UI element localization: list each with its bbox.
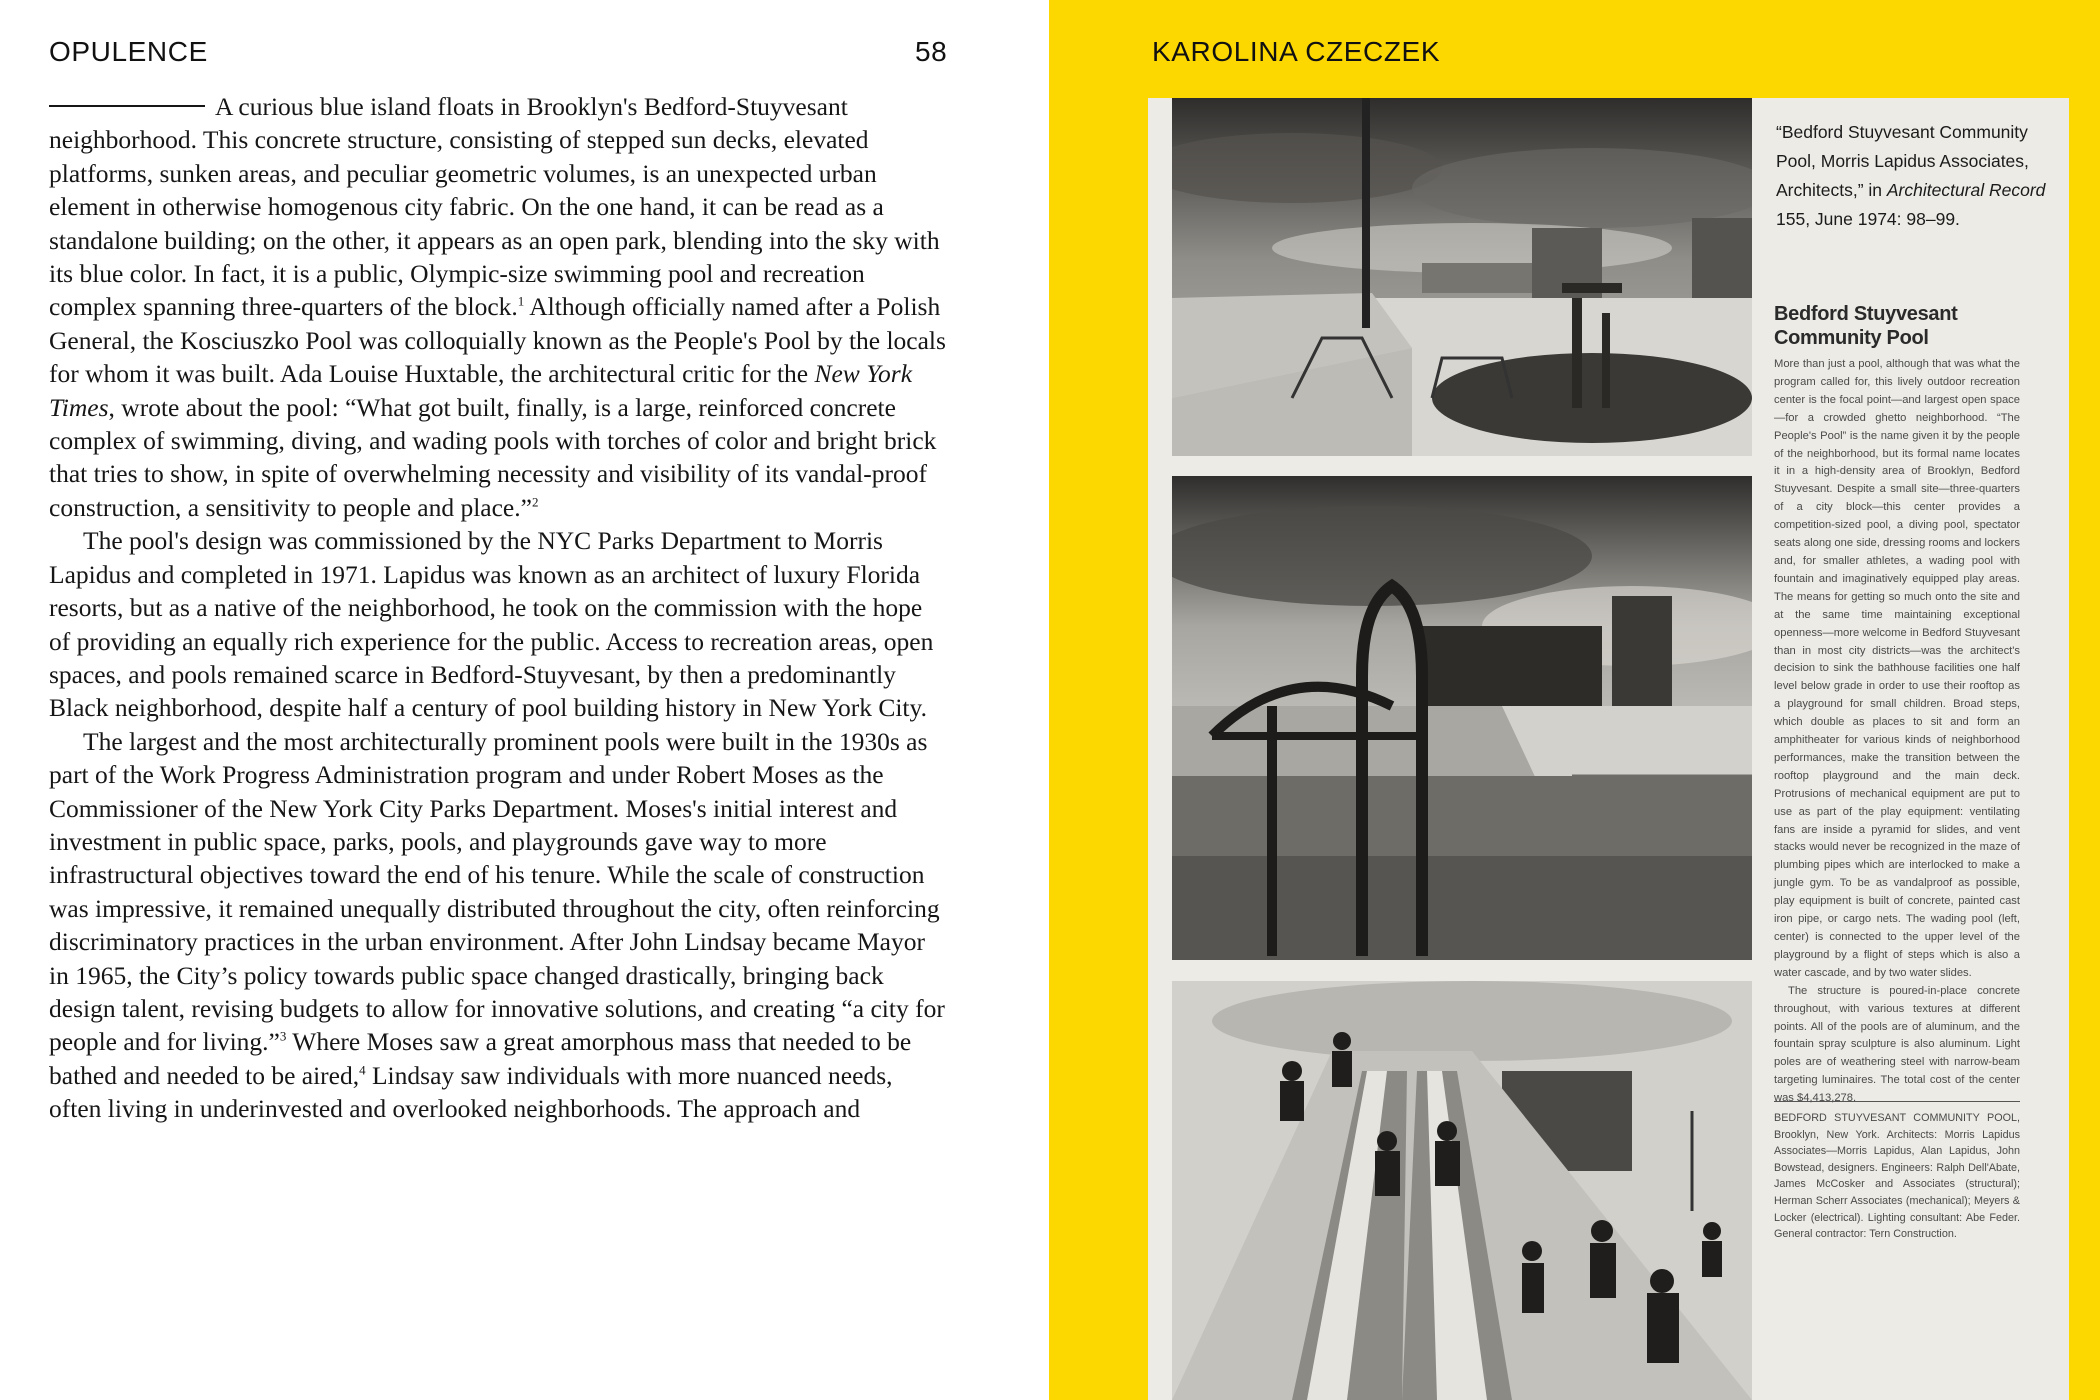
fountain-sculpture-photo-art	[1172, 476, 1752, 960]
footnote-ref-2: 2	[531, 494, 539, 510]
footnote-ref-4: 4	[359, 1062, 366, 1078]
footnote-ref-1: 1	[517, 293, 525, 309]
paragraph-1: A curious blue island floats in Brooklyn's Bedford-Stuyvesant neighborhood. This concrete structure, consisting of stepped sun decks, elevated platforms, sunken areas, and peculiar geometric volumes, is an unexpected urban element in otherwise homogenous city fabric. On the one hand, it can be read as a standalone building; on the other, it appears as an open park, blending into the sky with its blue color. In fact, it is a public, Olympic-size swimming pool and recreation complex spanning three-quarters of the block.$^1$ Although officially named after a Polish General, the Kosciuszko Pool was colloquially known as the People's Pool by the locals for whom it was built. Ada Louise Huxtable, the architectural critic for the New York Times, wrote about the pool: “What got built, finally, is a large, reinforced concrete complex of swimming, diving, and wading pools with torches of color and bright brick that tries to show, in spite of overwhelming necessity and visibility of its vandal-proof construction, a sensitivity to people and place.”$^2$	[49, 92, 946, 522]
em-rule	[49, 105, 205, 107]
left-page	[0, 0, 1049, 1400]
article-body	[1774, 356, 2020, 1108]
pool-deck-photo-art	[1172, 98, 1752, 456]
magazine-clipping	[1148, 98, 2069, 1400]
publication-title: New York Times	[49, 359, 913, 422]
footnote-ref-3: 3	[279, 1028, 287, 1044]
article-credits: BEDFORD STUYVESANT COMMUNITY POOL, Brooklyn, New York. Architects: Morris Lapidus Associates—Morris Lapidus, Alan Lapidus, John Bowstead, designers. Engineers: Ralph Dell'Abate, James McCosker and Associates (structural); Herman Scherr Associates (mechanical); Meyers & Locker (electrical). Lighting consultant: Abe Feder. General contractor: Tern Construction.	[1774, 1112, 2020, 1241]
body-text	[49, 90, 949, 1126]
book-title: OPULENCE	[49, 36, 208, 67]
article-divider	[1774, 1101, 2020, 1102]
article-paragraph-2: The structure is poured-in-place concrete throughout, with various textures at different points. All of the pools are of aluminum, and the fountain spray sculpture is also aluminum. Light poles are of weathering steel with narrow-beam targeting luminaires. The total cost of the center was $4,413,278.	[1774, 984, 2020, 1105]
figure-caption: “Bedford Stuyvesant Community Pool, Morris Lapidus Associates, Architects,” in Architectural Record 155, June 1974: 98–99.	[1776, 122, 2046, 229]
article-paragraph-1: More than just a pool, although that was what the program called for, this lively outdoor recreation center is the focal point—and largest open space—for a crowded ghetto neighborhood. “The People's Pool” is the name given it by the people of the neighborhood, but its formal name locates it in a high-density area of Brooklyn, Bedford Stuyvesant. Despite a small site—three-quarters of a city block—this center provides a competition-sized pool, a diving pool, spectator seats along one side, dressing rooms and lockers and, for smaller athletes, a wading pool with fountain and imaginatively equipped play areas. The means for getting so much onto the site and at the same time maintaining exceptional openness—more welcome in Bedford Stuyvesant than in most city districts—was the architect's decision to sink the bathhouse facilities one half level below grade in order to use their rooftop as a playground for small children. Broad steps, which double as places to sit and form an amphitheater for various kinds of neighborhood performances, make the transition between the rooftop playground and the main deck. Protrusions of mechanical equipment are put to use as part of the play equipment: ventilating fans are inside a pyramid for slides, and vent stacks would never be recognized in the maze of plumbing pipes which are interlocked to make a jungle gym. To be as vandalproof as possible, play equipment is built of concrete, painted cast iron pipe, or cargo nets. The wading pool (left, center) is connected to the upper level of the playground by a flight of steps which is also a water cascade, and by two water slides.	[1774, 358, 2020, 979]
article-title: Bedford Stuyvesant Community Pool	[1774, 303, 1958, 349]
pool-deck-photo	[1172, 98, 1752, 456]
paragraph-2: The pool's design was commissioned by the NYC Parks Department to Morris Lapidus and completed in 1971. Lapidus was known as an architect of luxury Florida resorts, but as a native of the neighborhood, he took on the commission with the hope of providing an equally rich experience for the public. Access to recreation areas, open spaces, and pools remained scarce in Bedford-Stuyvesant, by then a predominantly Black neighborhood, despite half a century of pool building history in New York City.	[49, 526, 934, 723]
children-slides-photo	[1172, 981, 1752, 1400]
page-number: 58	[915, 36, 948, 67]
paragraph-3: The largest and the most architecturally prominent pools were built in the 1930s as part of the Work Progress Administration program and under Robert Moses as the Commissioner of the New York City Parks Department. Moses's initial interest and investment in public space, parks, pools, and playgrounds gave way to more infrastructural objectives toward the end of his tenure. While the scale of construction was impressive, it remained unequally distributed throughout the city, often reinforcing discriminatory practices in the urban environment. After John Lindsay became Mayor in 1965, the City’s policy towards public space changed drastically, bringing back design talent, revising budgets to allow for innovative solutions, and creating “a city for people and for living.”$^3$ Where Moses saw a great amorphous mass that needed to be bathed and needed to be aired,$^4$ Lindsay saw individuals with more nuanced needs, often living in underinvested and overlooked neighborhoods. The approach and	[49, 726, 945, 1124]
children-slides-photo-art	[1172, 981, 1752, 1400]
caption-publication: Architectural Record	[1886, 180, 2046, 200]
fountain-sculpture-photo	[1172, 476, 1752, 960]
author-name: KAROLINA CZECZEK	[1152, 36, 1441, 67]
